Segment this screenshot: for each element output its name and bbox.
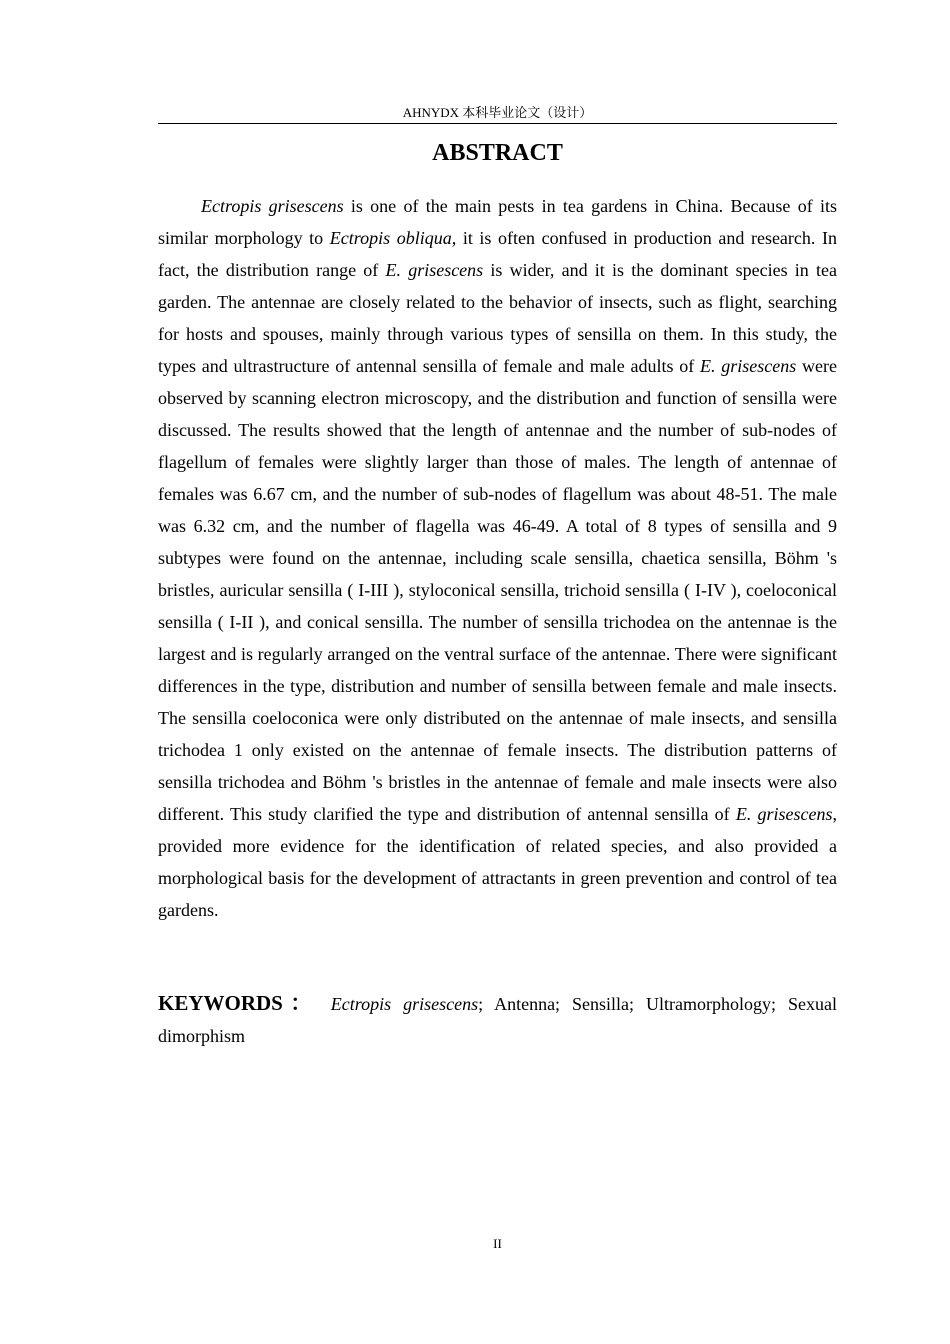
running-header: AHNYDX 本科毕业论文（设计） [402, 105, 593, 120]
keyword-species: Ectropis grisescens [330, 994, 479, 1014]
abstract-text: , provided more evidence for the identification of related species, and also provided a morphological basis for the development of attractants in green prevention and control of tea gardens. [158, 804, 838, 920]
header-rule [158, 123, 837, 124]
keywords-line [158, 987, 837, 1052]
abstract-text: is one of the main pests in tea gardens in China. Because of its similar morphology to [158, 196, 837, 248]
abstract-text: were observed by scanning electron microscopy, and the distribution and function of sensilla were discussed. The results showed that the length of antennae and the number of sub-nodes of flagellum of females were slightly larger than those of males. The length of antennae of females was 6.67 cm, and the number of sub-nodes of flagellum was about 48-51. The male was 6.32 cm, and the number of flagella was 46-49. A total of 8 types of sensilla and 9 subtypes were found on the antennae, including scale sensilla, chaetica sensilla, Böhm 's bristles, auricular sensilla ( I-III ), styloconical sensilla, trichoid sensilla ( I-IV ), coeloconical sensilla ( I-II ), and conical sensilla. The number of sensilla trichodea on the antennae is the largest and is regularly arranged on the ventral surface of the antennae. There were significant differences in the type, distribution and number of sensilla between female and male insects. The sensilla coeloconica were only distributed on the antennae of male insects, and sensilla trichodea 1 only existed on the antennae of female insects. The distribution patterns of sensilla trichodea and Böhm 's bristles in the antennae of female and male insects were also different. This study clarified the type and distribution of antennal sensilla of [158, 356, 837, 824]
abstract-text: is wider, and it is the dominant species in tea garden. The antennae are closely related to the behavior of insects, such as flight, searching for hosts and spouses, mainly through various types of sensilla on them. In this study, the types and ultrastructure of antennal sensilla of female and male adults of [158, 260, 837, 376]
species-name: E. grisescens [700, 356, 797, 376]
keywords-label: KEYWORDS： [158, 991, 319, 1015]
abstract-paragraph [158, 190, 837, 926]
keywords-list: ; Antenna; Sensilla; Ultramorphology; Sexual dimorphism [158, 994, 837, 1046]
species-name: E. grisescens [735, 804, 833, 824]
abstract-text: , it is often confused in production and research. In fact, the distribution range of [158, 228, 838, 280]
species-name: Ectropis grisescens [201, 196, 344, 216]
page-number: II [493, 1236, 502, 1251]
species-name: E. grisescens [385, 260, 484, 280]
abstract-title: ABSTRACT [432, 140, 563, 166]
species-name: Ectropis obliqua [329, 228, 452, 248]
